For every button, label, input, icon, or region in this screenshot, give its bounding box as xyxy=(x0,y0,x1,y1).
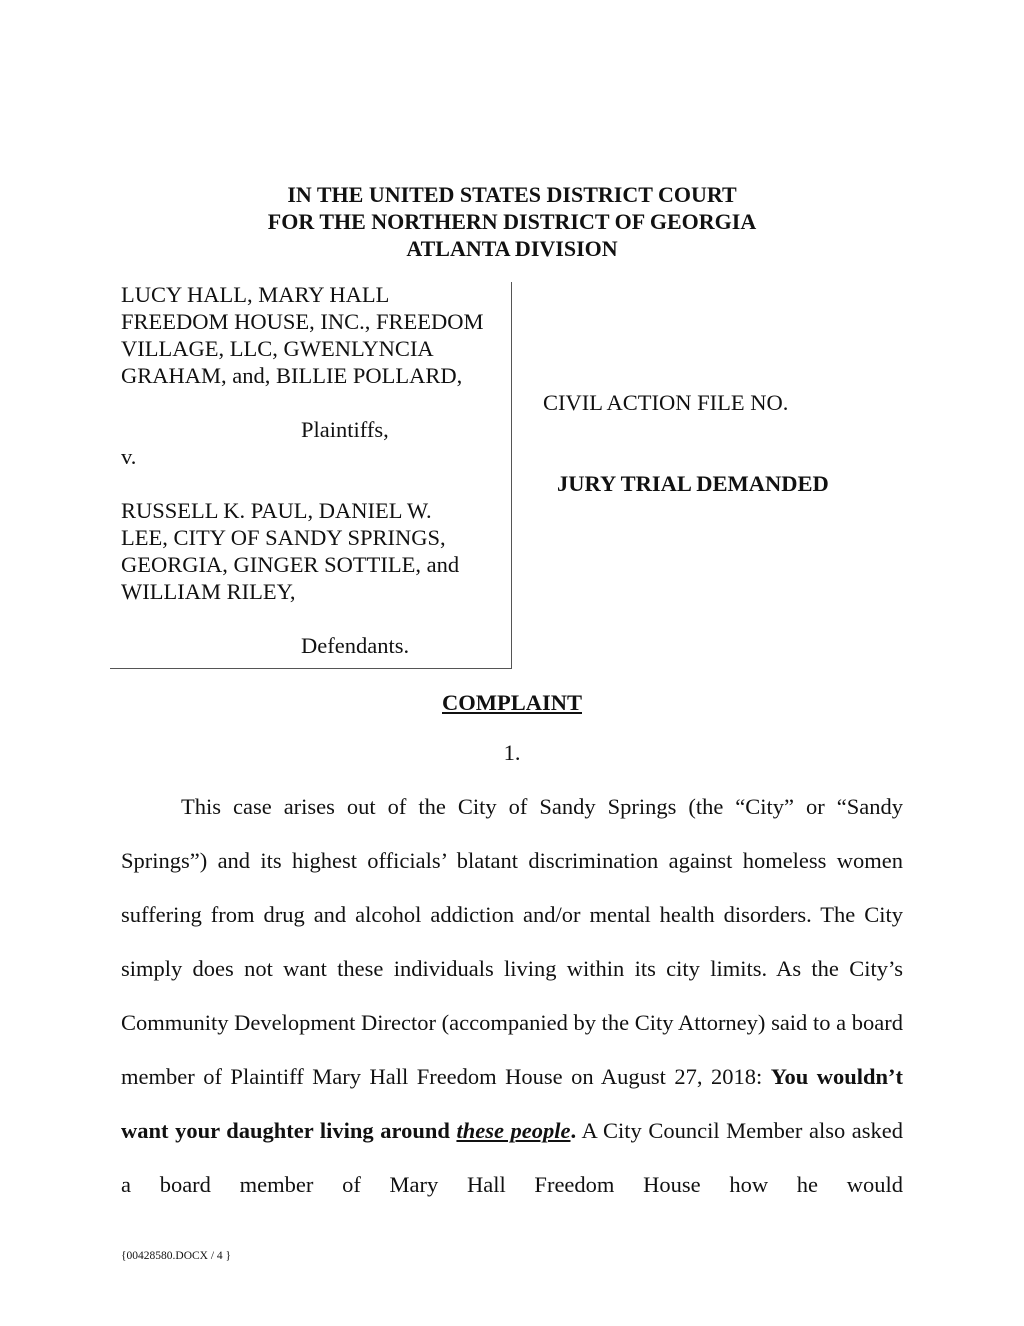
court-line: IN THE UNITED STATES DISTRICT COURT xyxy=(287,182,737,207)
plaintiff-line: FREEDOM HOUSE, INC., FREEDOM xyxy=(121,309,484,334)
plaintiff-line: LUCY HALL, MARY HALL xyxy=(121,282,390,307)
court-line: FOR THE NORTHERN DISTRICT OF GEORGIA xyxy=(267,209,757,234)
plaintiff-line: VILLAGE, LLC, GWENLYNCIA xyxy=(121,336,434,361)
defendant-line: GEORGIA, GINGER SOTTILE, and xyxy=(121,552,460,577)
defendants-label: Defendants. xyxy=(301,633,410,658)
court-heading xyxy=(0,181,1024,262)
defendant-line: WILLIAM RILEY, xyxy=(121,579,296,604)
court-line: ATLANTA DIVISION xyxy=(406,236,618,261)
paragraph-text: A City Council Member also asked a board member of Mary Hall Freedom House how he would xyxy=(121,1118,903,1197)
plaintiffs-label: Plaintiffs, xyxy=(301,417,389,442)
paragraph-1 xyxy=(121,780,903,1212)
defendant-line: LEE, CITY OF SANDY SPRINGS, xyxy=(121,525,446,550)
caption-divider-horizontal xyxy=(110,668,512,669)
civil-action-file-no: CIVIL ACTION FILE NO. xyxy=(543,390,789,415)
document-title: COMPLAINT xyxy=(442,690,582,715)
jury-trial-demanded: JURY TRIAL DEMANDED xyxy=(557,471,829,496)
emphasized-quote: these people xyxy=(456,1118,571,1143)
caption-divider-vertical xyxy=(511,282,512,669)
paragraph-number: 1. xyxy=(503,740,521,765)
case-caption-parties xyxy=(121,281,511,659)
paragraph-text: This case arises out of the City of Sandy Springs (the “City” or “Sandy Springs”) and its highest officials’ blatant discrimination against homeless women suffering from drug and alcohol addiction and/or mental health disorders. The City simply does not want these individuals living within its city limits. As the City’s Community Development Director (accompanied by the City Attorney) said to a board member of Plaintiff Mary Hall Freedom House on August 27, 2018: xyxy=(121,794,903,1089)
plaintiff-line: GRAHAM, and, BILLIE POLLARD, xyxy=(121,363,463,388)
bold-quote-text: You wouldn’t want your daughter living around xyxy=(121,1064,903,1143)
document-footer-id: {00428580.DOCX / 4 } xyxy=(121,1250,232,1262)
versus: v. xyxy=(121,444,137,469)
defendant-line: RUSSELL K. PAUL, DANIEL W. xyxy=(121,498,432,523)
bold-quote-end: . xyxy=(570,1118,577,1143)
